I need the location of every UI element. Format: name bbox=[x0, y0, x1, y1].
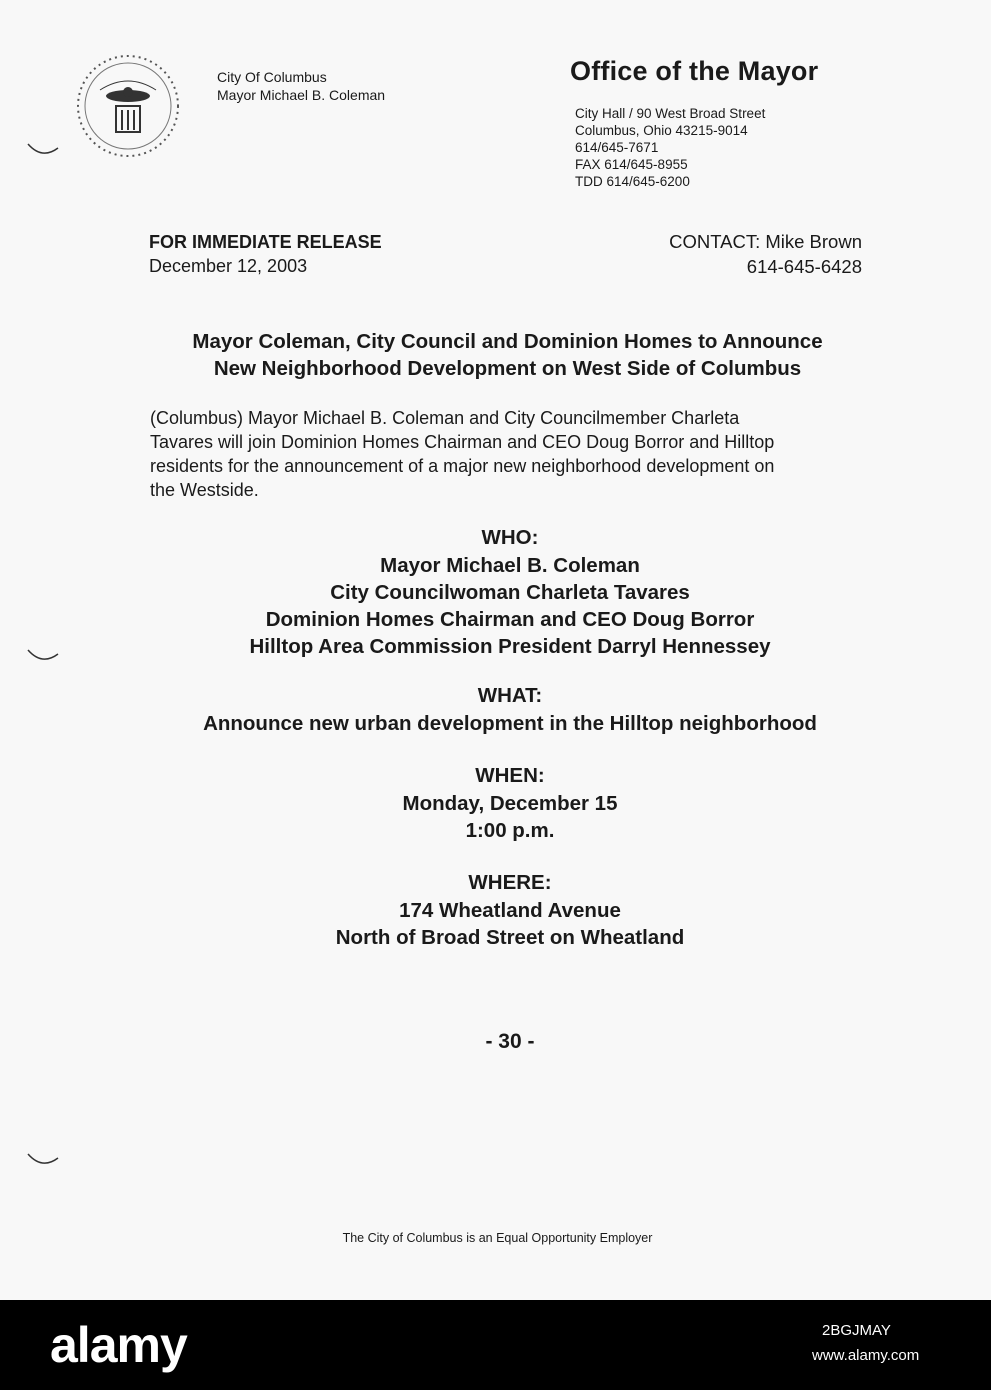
what-section bbox=[60, 682, 960, 737]
when-time: 1:00 p.m. bbox=[465, 819, 555, 842]
binder-hole-mark bbox=[26, 140, 62, 158]
address-line-1: City Hall / 90 West Broad Street bbox=[575, 106, 766, 121]
body-line-3: residents for the announcement of a major new neighborhood development on bbox=[150, 456, 775, 476]
tdd-number: TDD 614/645-6200 bbox=[575, 174, 690, 189]
site-url: www.alamy.com bbox=[812, 1347, 920, 1364]
release-date: December 12, 2003 bbox=[149, 256, 308, 276]
what-label: WHAT: bbox=[477, 684, 543, 707]
binder-hole-mark bbox=[26, 646, 62, 664]
where-address: 174 Wheatland Avenue bbox=[399, 899, 621, 922]
release-info bbox=[149, 230, 382, 278]
what-text: Announce new urban development in the Hilltop neighborhood bbox=[203, 712, 817, 735]
contact-phone: 614-645-6428 bbox=[746, 256, 862, 277]
footer-text: The City of Columbus is an Equal Opportunity Employer bbox=[342, 1231, 653, 1245]
headline-line-1: Mayor Coleman, City Council and Dominion Homes to Announce bbox=[192, 330, 823, 353]
where-detail: North of Broad Street on Wheatland bbox=[335, 926, 685, 949]
contact-info bbox=[600, 229, 862, 279]
city-seal-icon bbox=[68, 50, 188, 162]
when-section bbox=[60, 762, 960, 844]
headline bbox=[60, 328, 955, 382]
office-address bbox=[575, 105, 765, 190]
where-section bbox=[60, 869, 960, 951]
image-id: 2BGJMAY bbox=[822, 1322, 891, 1339]
who-item: Mayor Michael B. Coleman bbox=[380, 554, 640, 577]
body-line-2: Tavares will join Dominion Homes Chairman and CEO Doug Borror and Hilltop bbox=[150, 432, 775, 452]
who-item: Hilltop Area Commission President Darryl Hennessey bbox=[249, 635, 771, 658]
who-item: City Councilwoman Charleta Tavares bbox=[330, 581, 690, 604]
when-date: Monday, December 15 bbox=[402, 792, 618, 815]
who-item: Dominion Homes Chairman and CEO Doug Borror bbox=[265, 608, 755, 631]
mayor-name: Mayor Michael B. Coleman bbox=[217, 87, 386, 103]
office-title: Office of the Mayor bbox=[570, 56, 819, 86]
headline-line-2: New Neighborhood Development on West Side of Columbus bbox=[213, 357, 802, 380]
who-section bbox=[60, 524, 960, 660]
body-line-4: the Westside. bbox=[150, 480, 259, 500]
phone-number: 614/645-7671 bbox=[575, 140, 659, 155]
alamy-logo: alamy bbox=[50, 1317, 187, 1373]
binder-hole-mark bbox=[26, 1150, 62, 1168]
where-label: WHERE: bbox=[468, 871, 552, 894]
contact-name: CONTACT: Mike Brown bbox=[669, 231, 862, 252]
release-label: FOR IMMEDIATE RELEASE bbox=[149, 232, 382, 252]
body-line-1: (Columbus) Mayor Michael B. Coleman and City Councilmember Charleta bbox=[150, 408, 740, 428]
when-label: WHEN: bbox=[475, 764, 545, 787]
city-name: City Of Columbus bbox=[217, 69, 327, 85]
letterhead-left bbox=[217, 68, 385, 104]
body-paragraph bbox=[150, 406, 855, 502]
end-mark: - 30 - bbox=[485, 1030, 535, 1053]
fax-number: FAX 614/645-8955 bbox=[575, 157, 688, 172]
who-label: WHO: bbox=[481, 526, 539, 549]
address-line-2: Columbus, Ohio 43215-9014 bbox=[575, 123, 748, 138]
